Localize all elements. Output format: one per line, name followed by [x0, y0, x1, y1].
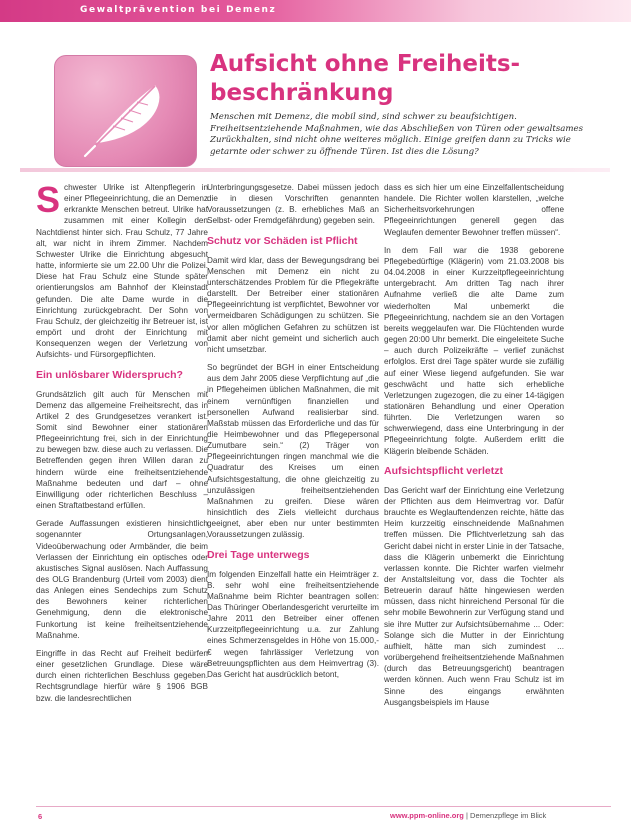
paragraph [36, 179, 208, 361]
header-band [0, 0, 631, 22]
paragraph: Unterbringungsgesetze. Dabei müssen jedoch die in diesen Vorschriften genannten Voraussetzungen (z. B. erhebliches Maß an Selbst- oder Fremdgefährdung) gegeben sein. [207, 183, 379, 226]
column-1 [36, 179, 208, 711]
paragraph: Das Gericht warf der Einrichtung eine Verletzung der Pflichten aus dem Heimvertrag vor. Dafür brauchte es Weglauftendenzen reichte, hätte das Heim kurzzeitig einschneidende Maßnahmen treffen müssen. Die Pflichtverletzung sah das Gericht dabei nicht in erster Linie in der Tatsache, dass die Klägerin unbemerkt die Einrichtung verlassen konnte. Die Richter warfen vielmehr der Anstaltsleitung vor, dass die Tochter als Betreuerin darauf hätte hingewiesen werden müssen, dass nicht hinreichend Personal für die sehr mobile Bewohnerin zur Verfügung stand und sie ihre Mutter zur Aufsichtsübernahme ... Oder: Solange sich die Mutter in der Einrichtung aufhielt, hätte man sich zumindest ... vorübergehend freiheitsentziehende Maßnahmen (durch das Betreuungsgericht) beantragen werden können. Auch wenn Frau Schulz ist im Sinne des eingangs erwähnten Ausgangsbeispiels im Hause [384, 485, 564, 707]
footer-rule [36, 806, 611, 807]
section-heading: Aufsichtspflicht verletzt [384, 464, 504, 477]
section-heading: Drei Tage unterwegs [207, 548, 310, 561]
section-title: Gewaltprävention bei Demenz [80, 5, 277, 15]
footer-credit [390, 811, 546, 820]
divider [20, 168, 610, 172]
footer-sep: | [465, 811, 471, 820]
paragraph: Grundsätzlich gilt auch für Menschen mit Demenz das allgemeine Freiheitsrecht, das in Artikel 2 des Grundgesetzes verankert ist. Somit sind Bewohner einer stationären Pflegeeinrichtung frei, sich in der Einrichtung zu bewegen bzw. diese auch zu verlassen. Die Betreffenden gegen ihren Willen daran zu hindern würde eine freiheitsentziehende Maßnahme bedeuten und darf – ohne Einwilligung oder richterlichen Beschluss – einen Straftatbestand erfüllen. [36, 389, 208, 511]
feather-icon [54, 55, 197, 167]
column-3 [384, 182, 564, 715]
column-2 [207, 182, 379, 687]
article-title: Aufsicht ohne Freiheits-beschränkung [210, 51, 521, 106]
paragraph: dass es sich hier um eine Einzelfallentscheidung handele. Die Richter wollen klarstellen, „welche Sicherheitsvorkehrungen offene Pflegeeinrichtungen generell gegen das Weglaufen dementer Bewohner treffen müssen“. [384, 183, 564, 237]
dropcap: S [36, 179, 61, 220]
section-heading: Schutz vor Schäden ist Pflicht [207, 234, 358, 247]
footer-magazine: Demenzpflege im Blick [470, 811, 547, 820]
page-number: 6 [38, 812, 43, 821]
paragraph: So begründet der BGH in einer Entscheidung aus dem Jahr 2005 diese Verpflichtung auf „die in Pflegeheimen üblichen Maßnahmen, die mit einem vernünftigen finanziellen und personellen Aufwand realisierbar sind. Maßstab müssen das Erforderliche und das für die Heimbewohner und das Pflegepersonal Zumutbare sein.“ (2) Träger von Pflegeeinrichtungen ringen manchmal wie die Quadratur des Kreises um einen Aufsichtsgestaltung, die ohne gleichzeitig zu unzulässigen freiheitsentziehenden Maßnahmen zu greifen. Diese wären hinsichtlich des Ziels vielleicht durchaus geeignet, aber eben nur unter bestimmten Voraussetzungen zulässig. [207, 363, 379, 540]
paragraph: Damit wird klar, dass der Bewegungsdrang bei Menschen mit Demenz ein nicht zu unterschätzendes Problem für die Pflegekräfte darstellt. Der Betreiber einer stationären Pflegeeinrichtung ist verpflichtet, Bewohner vor vermeidbaren Schädigungen zu schützen. Sie vor allen möglichen Gefahren zu schützen ist damit aber nicht gemeint und sicherlich auch nicht umsetzbar. [207, 255, 379, 354]
article-subtitle: Menschen mit Demenz, die mobil sind, sind schwer zu beaufsichtigen. Freiheitsentziehende Maßnahmen, wie das Abschließen von Türen oder gewaltsames Zurückhalten, sind nicht ohne weiteres möglich. Einige greifen dann zu Tricks wie getarnte oder schwer zu öffnende Türen. Ist dies die Lösung? [210, 112, 584, 157]
paragraph: Im folgenden Einzelfall hatte ein Heimträger z. B. sehr wohl eine freiheitsentziehende Maßnahme beim Richter beantragen sollen: Das Thüringer Oberlandesgericht verurteilte im Jahre 2011 den Betreiber einer offenen Kurzzeitpflegeeinrichtung u.a. zur Zahlung eines Schmerzensgeldes in Höhe von 15.000,- € wegen fahrlässiger Verletzung von Betreuungspflichten aus dem Heimvertrag (3). Das Gericht hat ausdrücklich betont, [207, 569, 379, 679]
paragraph: In dem Fall war die 1938 geborene Pflegebedürftige (Klägerin) vom 21.03.2008 bis 04.04.2008 in einer Kurzzeitpflegeeinrichtung untergebracht. Am dritten Tag nach ihrer Aufnahme verließ die alte Dame zum wiederholten Mal unbemerkt die Pflegeeinrichtung, nachdem sie an den Vortagen bereits weggelaufen war. Die Flüchtenden wurde gegen 20:00 Uhr bemerkt. Die eingeleitete Suche – auch durch Polizeikräfte – verlief zunächst erfolglos. Erst drei Tage später wurde sie zufällig auf einer Wiese liegend aufgefunden. Sie war geschwächt und hatte sich erhebliche Verletzungen zugezogen, die zu einer 14-tägigen stationären Behandlung und einer Operation führten. Die Verletzungen waren so schwerwiegend, dass eine Unterbringung in der Pflegeeinrichtung folgte. Außerdem erlitt die Klägerin bleibende Schäden. [384, 245, 564, 456]
paragraph: Eingriffe in das Recht auf Freiheit bedürfen einer gesetzlichen Grundlage. Diese wäre durch einen richterlichen Beschluss gegeben. Rechtsgrundlage hierfür wäre § 1906 BGB bzw. die landesrechtlichen [36, 648, 208, 703]
footer-site-link[interactable]: www.ppm-online.org [390, 811, 464, 820]
paragraph: Gerade Auffassungen existieren hinsichtlich sogenannter Ortungsanlagen, Videoüberwachung oder Armbänder, die beim Verlassen der Einrichtung ein optisches oder akustisches Signal auslösen. Nach Auffassung des OLG Brandenburg (Urteil vom 2003) dient das Anlegen eines Sendechips zum Schutz des Bewohners keiner richterlichen Genehmigung, denn die elektronische Funkortung ist keine freiheitsentziehende Maßnahme. [36, 519, 208, 640]
paragraph-text: chwester Ulrike ist Altenpflegerin in einer Pflegeeinrichtung, die an Demenz erkrankte Menschen betreut. Ulrike hat zusammen mit einer Kollegin den Nachtdienst hinter sich. Frau Schulz, 77 Jahre alt, war nicht in ihrem Zimmer. Nachdem Schwester Ulrike die Einrichtung abgesucht hatte, informierte sie um 22.00 Uhr die Polizei. Diese hat Frau Schulz eine Stunde später orientierungslos am Bahnhof der Kleinstadt gefunden. Die alte Dame wurde in die Einrichtung zurückgebracht. Der Sohn von Frau Schulz, der gleichzeitig ihr Betreuer ist, ist empört und droht der Einrichtung mit Konsequenzen wegen der Verletzung von Aufsichts- und Fürsorgepflichten. [36, 183, 208, 360]
section-heading: Ein unlösbarer Widerspruch? [36, 368, 183, 381]
